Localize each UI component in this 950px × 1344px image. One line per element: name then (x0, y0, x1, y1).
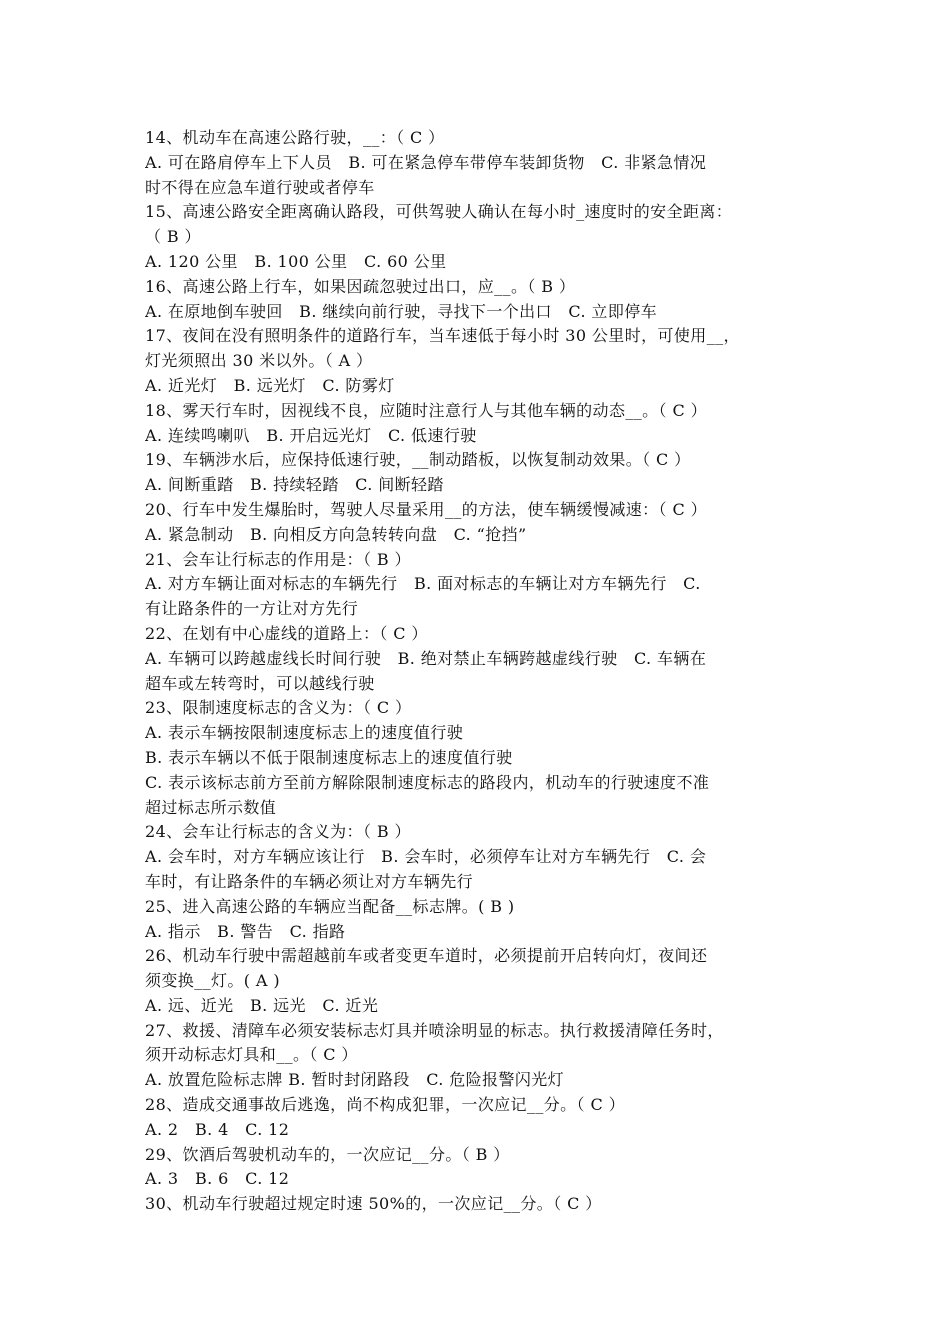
text-line: A. 连续鸣喇叭 B. 开启远光灯 C. 低速行驶 (145, 425, 477, 445)
text-line: A. 远、近光 B. 远光 C. 近光 (145, 995, 379, 1015)
text-line: 超过标志所示数值 (145, 797, 277, 817)
text-line: A. 可在路肩停车上下人员 B. 可在紧急停车带停车装卸货物 C. 非紧急情况 (145, 152, 707, 172)
text-line: A. 车辆可以跨越虚线长时间行驶 B. 绝对禁止车辆跨越虚线行驶 C. 车辆在 (145, 648, 707, 668)
text-line: 22、在划有中心虚线的道路上：（ C ） (145, 623, 428, 643)
text-line: 时不得在应急车道行驶或者停车 (145, 177, 375, 197)
text-line: 19、车辆涉水后，应保持低速行驶，__制动踏板，以恢复制动效果。（ C ） (145, 450, 691, 470)
text-line: C. 表示该标志前方至前方解除限制速度标志的路段内，机动车的行驶速度不准 (145, 772, 710, 792)
text-line: 灯光须照出 30 米以外。（ A ） (145, 351, 373, 371)
text-line: 25、进入高速公路的车辆应当配备__标志牌。( B ) (145, 896, 515, 916)
text-line: 24、会车让行标志的含义为：（ B ） (145, 822, 411, 842)
text-line: （ B ） (145, 227, 201, 247)
text-line: 23、限制速度标志的含义为：（ C ） (145, 698, 412, 718)
text-line: 超车或左转弯时，可以越线行驶 (145, 673, 375, 693)
text-line: A. 近光灯 B. 远光灯 C. 防雾灯 (145, 375, 395, 395)
text-line: 26、机动车行驶中需超越前车或者变更车道时，必须提前开启转向灯，夜间还 (145, 946, 708, 966)
text-line: 18、雾天行车时，因视线不良，应随时注意行人与其他车辆的动态__。（ C ） (145, 400, 707, 420)
text-line: A. 120 公里 B. 100 公里 C. 60 公里 (145, 251, 447, 271)
text-line: 27、救援、清障车必须安装标志灯具并喷涂明显的标志。执行救援清障任务时， (145, 1020, 724, 1040)
text-line: 车时，有让路条件的车辆必须让对方车辆先行 (145, 871, 474, 891)
text-line: 有让路条件的一方让对方先行 (145, 599, 359, 619)
text-line: 须变换__灯。( A ) (145, 971, 281, 991)
text-line: A. 2 B. 4 C. 12 (145, 1119, 290, 1139)
text-line: A. 紧急制动 B. 向相反方向急转转向盘 C. “抢挡” (145, 524, 527, 544)
text-line: A. 指示 B. 警告 C. 指路 (145, 921, 346, 941)
text-line: 17、夜间在没有照明条件的道路行车，当车速低于每小时 30 公里时，可使用__， (145, 326, 740, 346)
text-line: A. 3 B. 6 C. 12 (145, 1169, 290, 1189)
text-line: A. 间断重踏 B. 持续轻踏 C. 间断轻踏 (145, 475, 444, 495)
text-line: A. 对方车辆让面对标志的车辆先行 B. 面对标志的车辆让对方车辆先行 C. (145, 574, 701, 594)
text-line: A. 放置危险标志牌 B. 暂时封闭路段 C. 危险报警闪光灯 (145, 1070, 565, 1090)
text-line: A. 表示车辆按限制速度标志上的速度值行驶 (145, 723, 464, 743)
text-line: 30、机动车行驶超过规定时速 50%的，一次应记__分。（ C ） (145, 1194, 602, 1214)
text-line: 21、会车让行标志的作用是：（ B ） (145, 549, 411, 569)
text-line: B. 表示车辆以不低于限制速度标志上的速度值行驶 (145, 747, 513, 767)
text-line: A. 会车时，对方车辆应该让行 B. 会车时，必须停车让对方车辆先行 C. 会 (145, 847, 707, 867)
text-line: 29、饮酒后驾驶机动车的，一次应记__分。（ B ） (145, 1144, 510, 1164)
text-line: 20、行车中发生爆胎时，驾驶人尽量采用__的方法，使车辆缓慢减速：（ C ） (145, 499, 707, 519)
text-line: A. 在原地倒车驶回 B. 继续向前行驶，寻找下一个出口 C. 立即停车 (145, 301, 658, 321)
text-line: 14、机动车在高速公路行驶，__：（ C ） (145, 128, 445, 147)
text-line: 须开动标志灯具和__。（ C ） (145, 1045, 358, 1065)
text-line: 15、高速公路安全距离确认路段，可供驾驶人确认在每小时_速度时的安全距离： (145, 202, 733, 222)
text-line: 28、造成交通事故后逃逸，尚不构成犯罪，一次应记__分。（ C ） (145, 1095, 625, 1115)
question-list (145, 126, 810, 1217)
text-line: 16、高速公路上行车，如果因疏忽驶过出口，应__。（ B ） (145, 276, 576, 296)
